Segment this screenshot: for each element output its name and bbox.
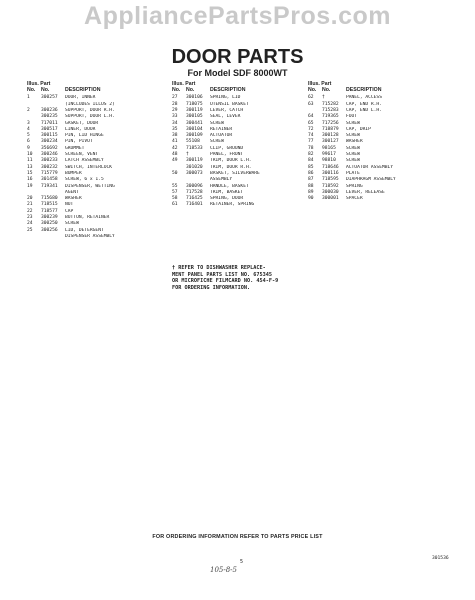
illus-no: 62 [308, 95, 314, 101]
part-no: 300105 [186, 114, 203, 120]
part-no: 300109 [186, 133, 203, 139]
part-description: DISPENSER, WETTING [65, 183, 115, 189]
part-no: 55108 [186, 139, 200, 145]
part-no: 300001 [322, 196, 339, 202]
part-no: 300127 [322, 139, 339, 145]
part-description: CLIP, GROUND [210, 145, 244, 151]
part-no: 300096 [186, 183, 203, 189]
header-part-no: No. [186, 87, 195, 94]
header-part-no: No. [41, 87, 50, 94]
part-description: CAP [65, 208, 74, 214]
illus-no: 82 [308, 152, 314, 158]
part-description: HANDLE, BASKET [210, 183, 249, 189]
part-no: 715282 [322, 101, 339, 107]
part-no: 300115 [41, 133, 58, 139]
illus-no: 5 [27, 133, 30, 139]
part-description: SCREEN, VENT [65, 152, 99, 158]
part-description: GASKET, DOOR [65, 120, 99, 126]
illus-no [27, 234, 41, 240]
illus-no: 1 [27, 95, 30, 101]
part-no: 715779 [41, 170, 58, 176]
illus-no: 55 [172, 183, 178, 189]
illus-no: 86 [308, 170, 314, 176]
part-no: 300119 [186, 158, 203, 164]
part-no: 300239 [41, 215, 58, 221]
illus-no: 28 [172, 101, 178, 107]
parts-column-1 [27, 81, 167, 240]
part-description: TRIM, DOOR R.H. [210, 164, 252, 170]
illus-no: 89 [308, 189, 314, 195]
part-no: 716401 [186, 202, 203, 208]
part-no: 300441 [186, 120, 203, 126]
part-no: 300119 [186, 108, 203, 113]
part-description: NUT [65, 202, 74, 208]
part-description: SPACER [346, 196, 363, 202]
part-no: 718646 [322, 164, 339, 170]
illus-no: 16 [27, 177, 33, 183]
note-line: MENT PANEL PARTS LIST NO. 675345 [172, 271, 272, 278]
part-no: 718533 [186, 145, 203, 151]
illus-no: 34 [172, 120, 178, 126]
illus-no: 87 [308, 177, 314, 183]
handwritten-note: 105-8-5 [210, 566, 237, 574]
part-description: SPRING, DOOR [210, 196, 244, 202]
part-no: 300257 [41, 95, 58, 101]
watermark: AppliancePartsPros.com [84, 2, 391, 30]
part-no: 301020 [186, 164, 203, 170]
header-description: DESCRIPTION [346, 87, 382, 94]
part-no: 99617 [322, 152, 336, 158]
parts-column-2 [172, 81, 307, 209]
illus-no: 49 [172, 158, 178, 164]
part-no: 718879 [322, 126, 339, 132]
illus-no: 38 [172, 133, 178, 139]
illus-no: 15 [27, 170, 33, 176]
part-description: SCREW [65, 221, 79, 227]
part-no: 356692 [41, 145, 58, 151]
page-subtitle: For Model SDF 8000WT [187, 68, 288, 78]
illus-no: 90 [308, 196, 314, 202]
illus-no: 25 [27, 227, 33, 233]
column-header-illus-part: Illus. Part [172, 81, 196, 87]
document-number: 301536 [432, 556, 449, 561]
part-description: LID, DETERGENT [65, 227, 104, 233]
part-description: BUMPER [65, 170, 82, 176]
part-no: 301458 [41, 177, 58, 183]
header-no: No. [27, 87, 36, 94]
part-description: RETAINER, SPRING [210, 202, 255, 208]
part-description: ASSEMBLY [210, 177, 233, 183]
illus-no: 50 [172, 170, 178, 176]
column-header-illus-part: Illus. Part [27, 81, 51, 87]
part-description: SCREW [346, 120, 360, 126]
part-description: FOOT [346, 114, 358, 120]
part-description: CAP, DRIP [346, 126, 371, 132]
illus-no: 24 [27, 221, 33, 227]
part-description: LINER, DOOR [65, 126, 96, 132]
column-header [27, 87, 167, 93]
part-no: 98165 [322, 145, 336, 151]
part-no: 300233 [41, 158, 58, 164]
part-description: SCREW [346, 152, 360, 158]
part-no: 300232 [41, 164, 58, 170]
part-no: † [322, 95, 325, 101]
illus-no: 20 [27, 196, 33, 202]
part-no: 300106 [186, 95, 203, 101]
part-no: 719365 [322, 114, 339, 120]
part-no: 300256 [41, 227, 58, 233]
part-description: PANEL, ACCESS [346, 95, 382, 101]
replacement-panel-note [172, 265, 322, 291]
part-no: 300104 [186, 126, 203, 132]
illus-no: 78 [308, 145, 314, 151]
part-description: WASHER [65, 196, 82, 202]
parts-row [172, 202, 307, 208]
part-no: † [186, 152, 189, 158]
part-description: SCREW [346, 158, 360, 164]
illus-no: 88 [308, 183, 314, 189]
parts-column-3 [308, 81, 458, 202]
illus-no: 21 [27, 202, 33, 208]
part-description: SUPPORT, DOOR L.H. [65, 114, 115, 120]
header-part-no: No. [322, 87, 331, 94]
part-no: 718595 [322, 177, 339, 183]
part-no: 300030 [322, 189, 339, 195]
part-no: 300128 [322, 133, 339, 139]
part-description: BUTTON, RETAINER [65, 215, 110, 221]
part-description: RETAINER [210, 126, 233, 132]
illus-no: 22 [27, 208, 33, 214]
header-description: DESCRIPTION [65, 87, 101, 94]
illus-no: 11 [27, 158, 33, 164]
part-description: AGENT [65, 189, 79, 195]
illus-no: 3 [27, 120, 30, 126]
illus-no: 48 [172, 152, 178, 158]
column-header-illus-part: Illus. Part [308, 81, 332, 87]
part-no: 98810 [322, 158, 336, 164]
part-description: PLATE [346, 170, 360, 176]
part-description: CAP, END R.H. [346, 101, 382, 107]
part-description: ACTUATOR [210, 133, 233, 139]
illus-no: 85 [308, 164, 314, 170]
part-description: BASKET, SILVERWARE [210, 170, 260, 176]
part-description: SCREW [210, 120, 224, 126]
part-description: UTENSIL BASKET [210, 101, 249, 107]
part-description: TRIM, BASKET [210, 189, 244, 195]
parts-row [308, 196, 458, 202]
part-description: ACTUATOR ASSEMBLY [346, 164, 394, 170]
part-description: DOOR, INNER [65, 95, 96, 101]
part-no: 300234 [41, 139, 58, 145]
illus-no: 72 [308, 126, 314, 132]
header-description: DESCRIPTION [210, 87, 246, 94]
part-no: 717011 [41, 120, 58, 126]
illus-no: 27 [172, 95, 178, 101]
part-description: GROMMET [65, 145, 85, 151]
part-description: LEVER, CATCH [210, 108, 244, 113]
part-description: DISPENSER ASSEMBLY [65, 233, 115, 239]
part-no: 300250 [41, 221, 58, 227]
part-no: 717256 [322, 120, 339, 126]
part-no: 717528 [186, 189, 203, 195]
part-no: 718577 [41, 208, 58, 214]
illus-no: 33 [172, 114, 178, 120]
illus-no: 41 [172, 139, 178, 145]
part-no: 300517 [41, 126, 58, 132]
part-no: 300116 [322, 170, 339, 176]
part-description: WASHER [346, 139, 363, 145]
note-line: OR MICROFICHE FILMCARD NO. 454-F-9 [172, 278, 279, 285]
column-header [172, 87, 307, 93]
part-no: 718592 [322, 183, 339, 189]
part-description: SCREW [210, 139, 224, 145]
illus-no: 64 [308, 114, 314, 120]
part-description: PIN, PIVOT [65, 139, 93, 145]
illus-no: 84 [308, 158, 314, 164]
part-no [41, 234, 65, 240]
illus-no: 6 [27, 139, 30, 145]
illus-no: 4 [27, 126, 30, 132]
part-description: SPRING [346, 183, 363, 189]
ordering-footer: FOR ORDERING INFORMATION REFER TO PARTS PRICE LIST [152, 534, 323, 540]
part-no: 715283 [322, 108, 339, 113]
illus-no: 63 [308, 101, 314, 107]
illus-no: 29 [172, 108, 178, 113]
part-no: 716425 [186, 196, 203, 202]
part-no: 718515 [41, 202, 58, 208]
part-description: SEAL, LEVER [210, 114, 241, 120]
illus-no: 74 [308, 133, 314, 139]
part-no: 718075 [186, 101, 203, 107]
illus-no: 42 [172, 145, 178, 151]
part-description: SCREW, 6 x 1.5 [65, 177, 104, 183]
part-description: LATCH ASSEMBLY [65, 158, 104, 164]
illus-no: 77 [308, 139, 314, 145]
part-description: PIN, LID HINGE [65, 133, 104, 139]
part-description: SUPPORT, DOOR R.H. [65, 108, 115, 113]
illus-no: 13 [27, 164, 33, 170]
note-line: FOR ORDERING INFORMATION. [172, 284, 251, 291]
part-no: 300236 [41, 108, 58, 113]
illus-no: 10 [27, 152, 33, 158]
part-description: (INCLUDES ILLUS 2) [65, 101, 115, 107]
part-no: 300246 [41, 152, 58, 158]
header-no: No. [308, 87, 317, 94]
illus-no: 23 [27, 215, 33, 221]
part-description: LEVER, RELEASE [346, 189, 385, 195]
page-number: 5 [240, 559, 244, 565]
header-no: No. [172, 87, 181, 94]
part-description: SPRING, LID [210, 95, 241, 101]
illus-no: 58 [172, 196, 178, 202]
illus-no: 2 [27, 108, 30, 113]
column-header [308, 87, 458, 93]
part-description: SWITCH, INTERLOCK [65, 164, 113, 170]
note-line: † REFER TO DISHWASHER REPLACE- [172, 265, 266, 271]
part-description: DIAPHRAGM ASSEMBLY [346, 177, 396, 183]
illus-no: 57 [172, 189, 178, 195]
parts-row [27, 234, 167, 240]
part-no: 715680 [41, 196, 58, 202]
part-no: 300073 [186, 170, 203, 176]
illus-no: 19 [27, 183, 33, 189]
page-title: DOOR PARTS [171, 46, 304, 68]
illus-no: 65 [308, 120, 314, 126]
part-description: TRIM, DOOR L.H. [210, 158, 252, 164]
illus-no: 35 [172, 126, 178, 132]
illus-no: 9 [27, 145, 30, 151]
part-no: 300235 [41, 114, 58, 120]
illus-no: 61 [172, 202, 178, 208]
part-description: PANEL, FRONT [210, 152, 244, 158]
part-description: CAP, END L.H. [346, 108, 382, 113]
part-description: SCREW [346, 133, 360, 139]
part-no: 719341 [41, 183, 58, 189]
part-description: SCREW [346, 145, 360, 151]
